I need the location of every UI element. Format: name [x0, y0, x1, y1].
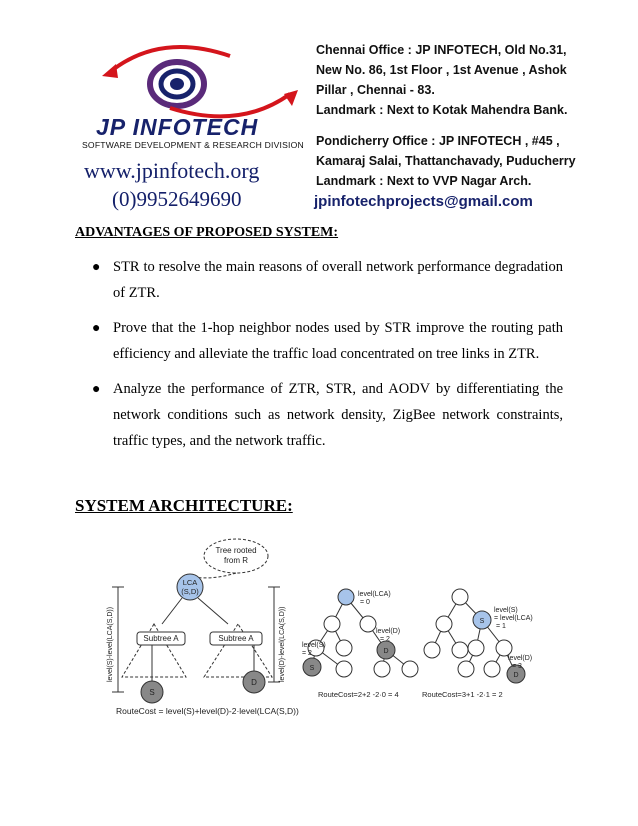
s-level-label-1: level(S) — [494, 607, 518, 614]
advantage-item-1: STR to resolve the main reasons of overall network performance degradation of ZTR. — [113, 259, 563, 301]
tree-route-cost-diagram — [107, 539, 299, 716]
lca-label-1: LCA — [182, 578, 198, 587]
lca-level-label-2: = 0 — [360, 599, 370, 606]
subtree-label-1: Subtree A — [143, 634, 179, 643]
chennai-office-line-3: Pillar , Chennai - 83. — [316, 83, 435, 97]
node-d-label: D — [383, 648, 389, 655]
system-architecture-diagram — [104, 532, 566, 722]
lca-node — [338, 589, 354, 605]
bullet-icon: ● — [92, 382, 101, 397]
node-d-label: D — [251, 678, 257, 687]
s-level-label-1: level(S) — [302, 642, 326, 649]
route-cost-example-1 — [302, 589, 418, 699]
advantages-heading: ADVANTAGES OF PROPOSED SYSTEM: — [75, 225, 339, 240]
lca-label-2: (S,D) — [181, 587, 199, 596]
d-level-label-1: level(D) — [508, 655, 533, 662]
pondy-office-line-1: Pondicherry Office : JP INFOTECH , #45 , — [316, 134, 560, 148]
route-cost-example-2 — [422, 589, 533, 699]
route-cost-formula: RouteCost = level(S)+level(D)-2·level(LCA(S,D)) — [116, 706, 299, 716]
chennai-office-line-4: Landmark : Next to Kotak Mahendra Bank. — [316, 103, 568, 117]
website-link[interactable]: www.jpinfotech.org — [84, 158, 260, 183]
node-d-label: D — [513, 672, 519, 679]
phone-number: (0)9952649690 — [112, 187, 242, 211]
advantage-item-2: Prove that the 1-hop neighbor nodes used by STR improve the routing path efficiency and alleviate the traffic load concentrated on tree links in ZTR. — [113, 320, 563, 362]
red-arrow-top-icon — [90, 38, 240, 78]
root-label-2: from R — [224, 556, 248, 565]
d-level-label-1: level(D) — [376, 628, 401, 635]
brand-name: JP INFOTECH — [96, 114, 259, 140]
d-level-label-2: = 2 — [380, 636, 390, 643]
bullet-icon: ● — [92, 321, 101, 336]
advantage-item-3: Analyze the performance of ZTR, STR, and AODV by differentiating the network conditions such as network density, ZigBee network constraints, traffic types, and the network traffic. — [113, 381, 563, 449]
right-axis-label: level(D)-level(LCA(S,D)) — [279, 606, 286, 682]
node-s-label: S — [479, 618, 485, 625]
lca-level-label-1: level(LCA) — [358, 591, 391, 598]
left-axis-label: level(S)-level(LCA(S,D)) — [107, 606, 114, 682]
route-cost-example-1-label: RouteCost=2+2 -2·0 = 4 — [318, 690, 399, 699]
s-level-label-2: = 2 — [302, 650, 312, 657]
pondy-office-line-3: Landmark : Next to VVP Nagar Arch. — [316, 174, 532, 188]
email-link[interactable]: jpinfotechprojects@gmail.com — [314, 193, 533, 210]
root-label-1: Tree rooted — [215, 546, 257, 555]
bullet-icon: ● — [92, 260, 101, 275]
chennai-office-line-2: New No. 86, 1st Floor , 1st Avenue , Ashok — [316, 63, 567, 77]
architecture-heading: SYSTEM ARCHITECTURE: — [75, 496, 293, 515]
subtree-label-2: Subtree A — [218, 634, 254, 643]
node-s-label: S — [149, 688, 155, 697]
s-level-label-3: = 1 — [496, 623, 506, 630]
division-name: SOFTWARE DEVELOPMENT & RESEARCH DIVISION — [82, 140, 304, 150]
d-level-label-2: = 3 — [512, 663, 522, 670]
pondy-office-line-2: Kamaraj Salai, Thattanchavady, Puducherry — [316, 154, 576, 168]
s-level-label-2: = level(LCA) — [494, 615, 533, 622]
chennai-office-line-1: Chennai Office : JP INFOTECH, Old No.31, — [316, 43, 567, 57]
route-cost-example-2-label: RouteCost=3+1 -2·1 = 2 — [422, 690, 503, 699]
node-s-label: S — [309, 665, 315, 672]
